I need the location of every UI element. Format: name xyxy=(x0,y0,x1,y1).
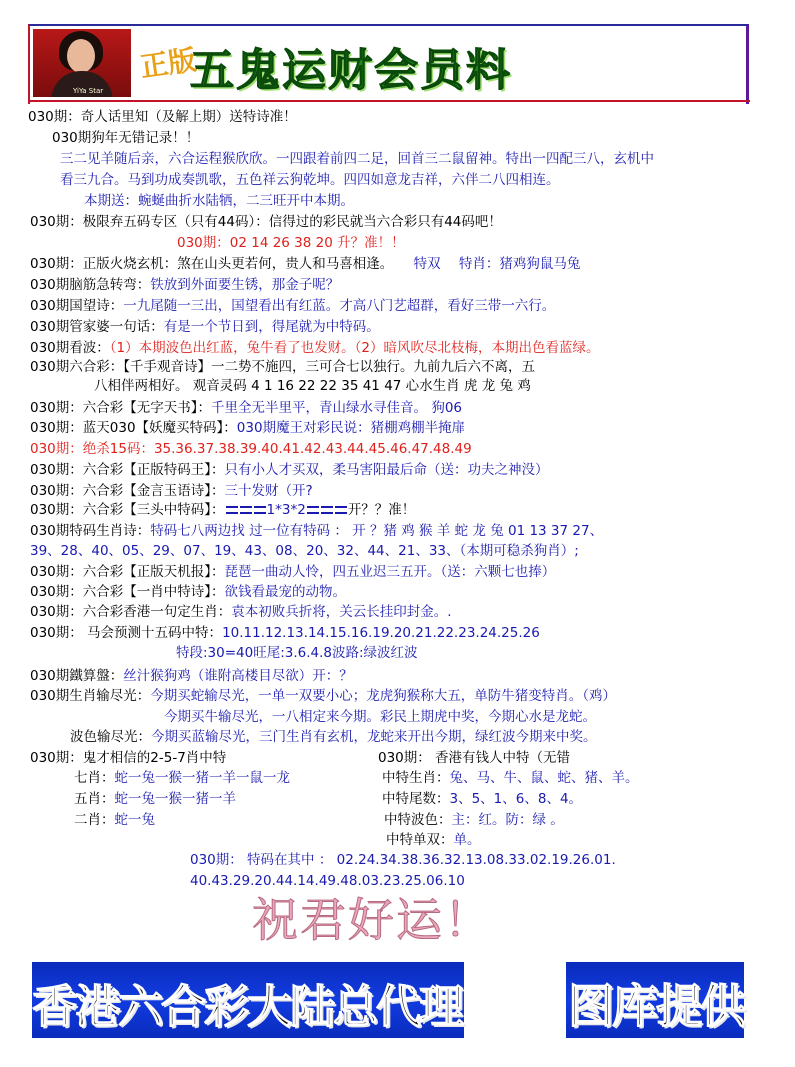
photo-caption: YiYa Star xyxy=(73,87,104,95)
line-31-text: 今期买蓝输尽光，三门生肖有玄机，龙蛇来开出今期，绿红波今期来中奖。 xyxy=(151,729,597,745)
line-11-text: 有是一个节日到，得尾就为中特码。 xyxy=(163,319,380,335)
line-29 xyxy=(30,688,616,705)
line-24 xyxy=(30,584,346,601)
line-10 xyxy=(30,298,555,315)
line-23 xyxy=(30,564,555,581)
line-13 xyxy=(30,359,535,376)
ghost-two xyxy=(74,812,155,829)
line-13-label: 030期六合彩： xyxy=(30,359,124,375)
ghost-seven-value: 蛇一兔一猴一猪一羊一鼠一龙 xyxy=(114,770,290,786)
line-18-text: 只有小人才买双，柔马害阳最后命（送：功夫之神没） xyxy=(224,462,549,478)
line-30: 今期买牛输尽光，一八相定来今期。彩民上期虎中奖，今期心水是龙蛇。 xyxy=(164,709,596,725)
banner-left xyxy=(32,962,464,1038)
line-9 xyxy=(30,277,339,294)
line-16-text: 030期魔王对彩民说：猪棚鸡棚半掩扉 xyxy=(236,420,466,436)
line-7: 030期：02 14 26 38 20 升？准！！ xyxy=(177,235,405,251)
ghost-two-label: 二肖： xyxy=(74,812,115,828)
line-12 xyxy=(30,340,599,357)
line-24-label: 030期：六合彩【一肖中特诗】： xyxy=(30,584,225,600)
header-photo xyxy=(33,29,131,97)
hk-zodiac xyxy=(382,770,639,787)
line-20-label: 030期：六合彩【三头中特码】： xyxy=(30,502,225,518)
line-15-text: 千里全无半里平，青山绿水寻佳音。 狗06 xyxy=(211,400,463,416)
line-28-text: 丝汁猴狗鸡（谁附高楼目尽欲）开：？ xyxy=(123,668,353,684)
hk-tail-label: 中特尾数： xyxy=(382,791,450,807)
line-11 xyxy=(30,319,380,336)
line-21-label: 030期特码生肖诗： xyxy=(30,523,151,539)
banner-left-text: 香港六合彩大陆总代理 xyxy=(32,980,463,1033)
hk-tail-value: 3、5、1、6、8、4。 xyxy=(449,791,583,807)
line-23-text: 琵琶一曲动人怜，四五业迟三五开。（送：六颗七也捧） xyxy=(224,564,556,580)
line-1: 030期：奇人话里知（及解上期）送特诗准！ xyxy=(28,109,297,125)
line-20 xyxy=(30,502,415,519)
line-25-label: 030期：六合彩香港一句定生肖： xyxy=(30,604,232,620)
line-15 xyxy=(30,400,462,417)
line-3: 三二见羊随后亲，六合运程猴欣欣。一四跟着前四二足，回首三二鼠留神。特出一四配三八，玄机中 xyxy=(60,151,654,167)
good-luck-text: 祝君好运！ xyxy=(252,893,492,947)
line-9-text: 铁放到外面要生锈，那金子呢？ xyxy=(150,277,340,293)
line-20-end: 开？？准！ xyxy=(347,502,416,518)
special-numbers-1: 030期： 特码在其中 ： 02.24.34.38.36.32.13.08.33.02.19.26.01. xyxy=(190,852,616,868)
page-title: 五鬼运财会员料 xyxy=(190,45,512,96)
line-12-text: （1）本期波色出红蓝，兔牛看了也发财。（2）暗风吹尽北枝梅，本期出色看蓝绿。 xyxy=(109,340,600,356)
ghost-seven-label: 七肖： xyxy=(74,770,115,786)
line-21-text: 特码七八两边找 过一位有特码 ： 开 ？猪 鸡 猴 羊 蛇 龙 兔 01 13 37 27、 xyxy=(150,523,604,539)
ghost-five-label: 五肖： xyxy=(74,791,115,807)
line-17: 030期：绝杀15码：35.36.37.38.39.40.41.42.43.44.45.46.47.48.49 xyxy=(30,441,472,457)
line-20-code: 1*3*2 xyxy=(266,502,306,518)
line-16-label: 030期：蓝天030【妖魔买特码】： xyxy=(30,420,237,436)
hk-color-value: 主：红。防：绿 。 xyxy=(451,812,564,828)
line-23-label: 030期：六合彩【正版天机报】： xyxy=(30,564,225,580)
line-24-text: 欲钱看最宠的动物。 xyxy=(224,584,347,600)
line-22: 39、28、40、05、29、07、19、43、08、20、32、44、21、33、（本期可稳杀狗肖）; xyxy=(30,543,579,559)
line-15-label: 030期：六合彩【无字天书】： xyxy=(30,400,212,416)
line-21 xyxy=(30,523,603,540)
hk-oddeven-value: 单。 xyxy=(453,832,481,848)
line-27: 特段:30=40旺尾:3.6.4.8波路:绿波红波 xyxy=(176,645,418,661)
ghost-title: 030期：鬼才相信的2-5-7肖中特 xyxy=(30,750,227,766)
hk-title: 030期： 香港有钱人中特（无错 xyxy=(378,750,571,766)
ghost-five xyxy=(74,791,236,808)
line-25-text: 袁本初败兵折将，关云长挂印封金。. xyxy=(231,604,452,620)
line-12-label: 030期看波： xyxy=(30,340,110,356)
line-8-zodiac: 特肖：猪鸡狗鼠马兔 xyxy=(458,256,581,272)
line-28 xyxy=(30,668,353,685)
hk-oddeven xyxy=(386,832,481,849)
line-8-label: 030期：正版火烧玄机：煞在山头更若何，贵人和马喜相逢。 xyxy=(30,256,394,272)
line-9-label: 030期脑筋急转弯： xyxy=(30,277,151,293)
line-11-label: 030期管家婆一句话： xyxy=(30,319,164,335)
line-6: 030期：极限弃五码专区（只有44码）：信得过的彩民就当六合彩只有44码吧！ xyxy=(30,214,502,230)
ghost-five-value: 蛇一兔一猴一猪一羊 xyxy=(114,791,236,807)
line-19-label: 030期：六合彩【金言玉语诗】： xyxy=(30,483,225,499)
hk-oddeven-label: 中特单双： xyxy=(386,832,454,848)
line-31-label: 波色输尽光： xyxy=(70,729,151,745)
line-26 xyxy=(30,625,540,642)
line-19 xyxy=(30,483,313,500)
line-14: 八相伴两相好。 观音灵码 4 1 16 22 22 35 41 47 心水生肖 虎 龙 兔 鸡 xyxy=(94,378,531,394)
line-18 xyxy=(30,462,549,479)
hk-tail xyxy=(382,791,582,808)
header-badge: 正版 xyxy=(138,43,199,84)
hk-zodiac-label: 中特生肖： xyxy=(382,770,450,786)
special-numbers-2: 40.43.29.20.44.14.49.48.03.23.25.06.10 xyxy=(190,873,465,889)
line-8-even: 特双 xyxy=(413,256,441,272)
line-4: 看三九合。马到功成奏凯歌，五色祥云狗乾坤。四四如意龙吉祥，六伴二八四相连。 xyxy=(60,172,560,188)
line-29-text: 今期买蛇输尽光，一单一双要小心；龙虎狗猴称大五，单防牛猪变特肖。（鸡） xyxy=(150,688,617,704)
line-29-label: 030期生肖输尽光： xyxy=(30,688,151,704)
line-16 xyxy=(30,420,465,437)
line-31 xyxy=(70,729,597,746)
hk-color xyxy=(384,812,564,829)
line-18-label: 030期：六合彩【正版特码王】： xyxy=(30,462,225,478)
line-26-label: 030期： 马会预测十五码中特： xyxy=(30,625,223,641)
line-5: 本期送：蜿蜒曲折水陆牺，二三旺开中本期。 xyxy=(84,193,354,209)
banner-right-text: 图库提供 xyxy=(568,979,744,1033)
line-19-text: 三十发财（开? xyxy=(224,483,313,499)
line-10-label: 030期国望诗： xyxy=(30,298,124,314)
line-28-label: 030期鐵算盤： xyxy=(30,668,124,684)
header-divider xyxy=(28,100,750,102)
ghost-two-value: 蛇一兔 xyxy=(114,812,155,828)
ghost-seven xyxy=(74,770,290,787)
banner-right xyxy=(566,962,744,1038)
line-8 xyxy=(30,256,580,273)
hk-color-label: 中特波色： xyxy=(384,812,452,828)
line-25 xyxy=(30,604,452,621)
hk-zodiac-value: 兔、马、牛、鼠、蛇、猪、羊。 xyxy=(449,770,639,786)
line-2: 030期狗年无错记录！！ xyxy=(52,130,200,146)
line-13-text: 【千手观音诗】一二势不施四，三可合七以独行。九前九后六不离，五 xyxy=(123,359,536,375)
line-10-text: 一九尾随一三出，国望看出有红蓝。才高八门艺超群，看好三带一六行。 xyxy=(123,298,556,314)
line-26-text: 10.11.12.13.14.15.16.19.20.21.22.23.24.25.26 xyxy=(222,625,540,641)
